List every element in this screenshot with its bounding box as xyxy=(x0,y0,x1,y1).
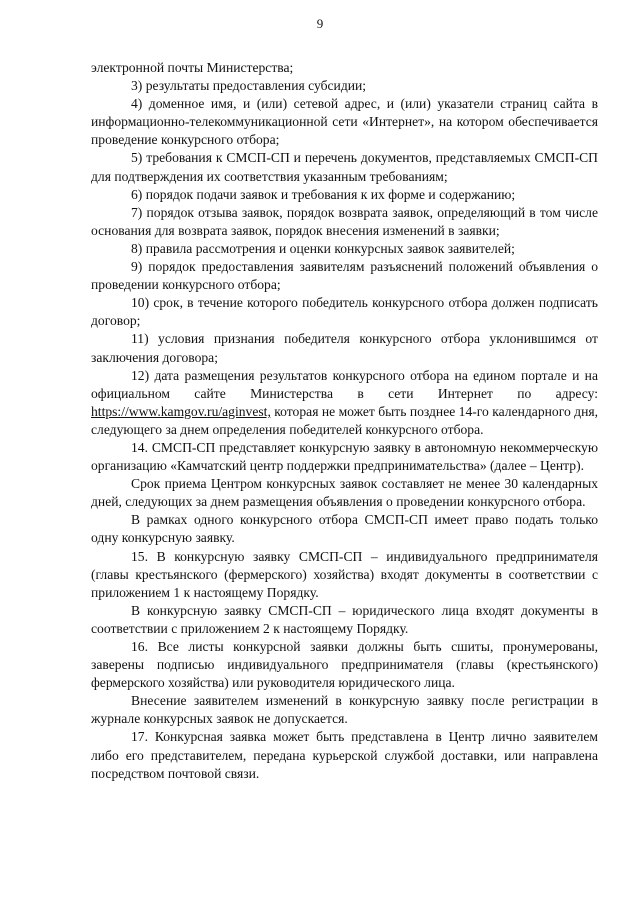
paragraph: Внесение заявителем изменений в конкурсную заявку после регистрации в журнале конкурсных заявок не допускается. xyxy=(91,693,598,727)
aginvest-link[interactable]: https://www.kamgov.ru/aginvest, xyxy=(91,403,271,419)
paragraph: Срок приема Центром конкурсных заявок составляет не менее 30 календарных дней, следующих за днем размещения объявления о проведении конкурсного отбора. xyxy=(91,476,598,510)
paragraph: В конкурсную заявку СМСП-СП – юридического лица входят документы в соответствии с приложением 2 к настоящему Порядку. xyxy=(91,602,598,636)
paragraph: 10) срок, в течение которого победитель конкурсного отбора должен подписать договор; xyxy=(91,295,598,329)
page-number: 9 xyxy=(316,16,324,31)
paragraph: 9) порядок предоставления заявителям разъяснений положений объявления о проведении конкурсного отбора; xyxy=(91,259,598,293)
paragraph: 15. В конкурсную заявку СМСП-СП – индивидуального предпринимателя (главы крестьянского (фермерского) хозяйства) входят документы в соответствии с приложением 1 к настоящему Порядку. xyxy=(91,548,598,600)
paragraph: 11) условия признания победителя конкурсного отбора уклонившимся от заключения договора; xyxy=(91,331,598,365)
paragraph: 4) доменное имя, и (или) сетевой адрес, и (или) указатели страниц сайта в информационно-телекоммуникационной сети «Интернет», на котором обеспечивается проведение конкурсного отбора; xyxy=(91,96,598,148)
paragraph: электронной почты Министерства; xyxy=(91,60,294,75)
paragraph: В рамках одного конкурсного отбора СМСП-СП имеет право подать только одну конкурсную заявку. xyxy=(91,512,598,546)
paragraph: 5) требования к СМСП-СП и перечень документов, представляемых СМСП-СП для подтверждения их соответствия указанным требованиям; xyxy=(91,150,598,184)
paragraph-with-link xyxy=(91,367,598,439)
paragraph: 7) порядок отзыва заявок, порядок возврата заявок, определяющий в том числе основания для возврата заявок, порядок внесения изменений в заявки; xyxy=(91,204,598,238)
paragraph: 14. СМСП-СП представляет конкурсную заявку в автономную некоммерческую организацию «Камчатский центр поддержки предпринимательства» (далее – Центр). xyxy=(91,439,598,474)
paragraph-text: 12) дата размещения результатов конкурсного отбора на едином портале и на официальном сайте Министерства в сети Интернет по адресу: xyxy=(91,367,598,401)
paragraph: 17. Конкурсная заявка может быть представлена в Центр лично заявителем либо его представителем, передана курьерской службой доставки, или направлена посредством почтовой связи. xyxy=(91,729,598,781)
paragraph: 8) правила рассмотрения и оценки конкурсных заявок заявителей; xyxy=(131,240,515,256)
paragraph-text: которая не может быть позднее 14-го календарного дня, следующего за днем определения победителей конкурсного отбора. xyxy=(91,403,598,437)
paragraph: 3) результаты предоставления субсидии; xyxy=(131,78,367,94)
document-body xyxy=(91,59,598,783)
paragraph: 6) порядок подачи заявок и требования к их форме и содержанию; xyxy=(131,186,516,202)
paragraph: 16. Все листы конкурсной заявки должны быть сшиты, пронумерованы, заверены подписью индивидуального предпринимателя (главы (крестьянского) фермерского хозяйства) или руководителя юридического лица. xyxy=(91,639,598,691)
